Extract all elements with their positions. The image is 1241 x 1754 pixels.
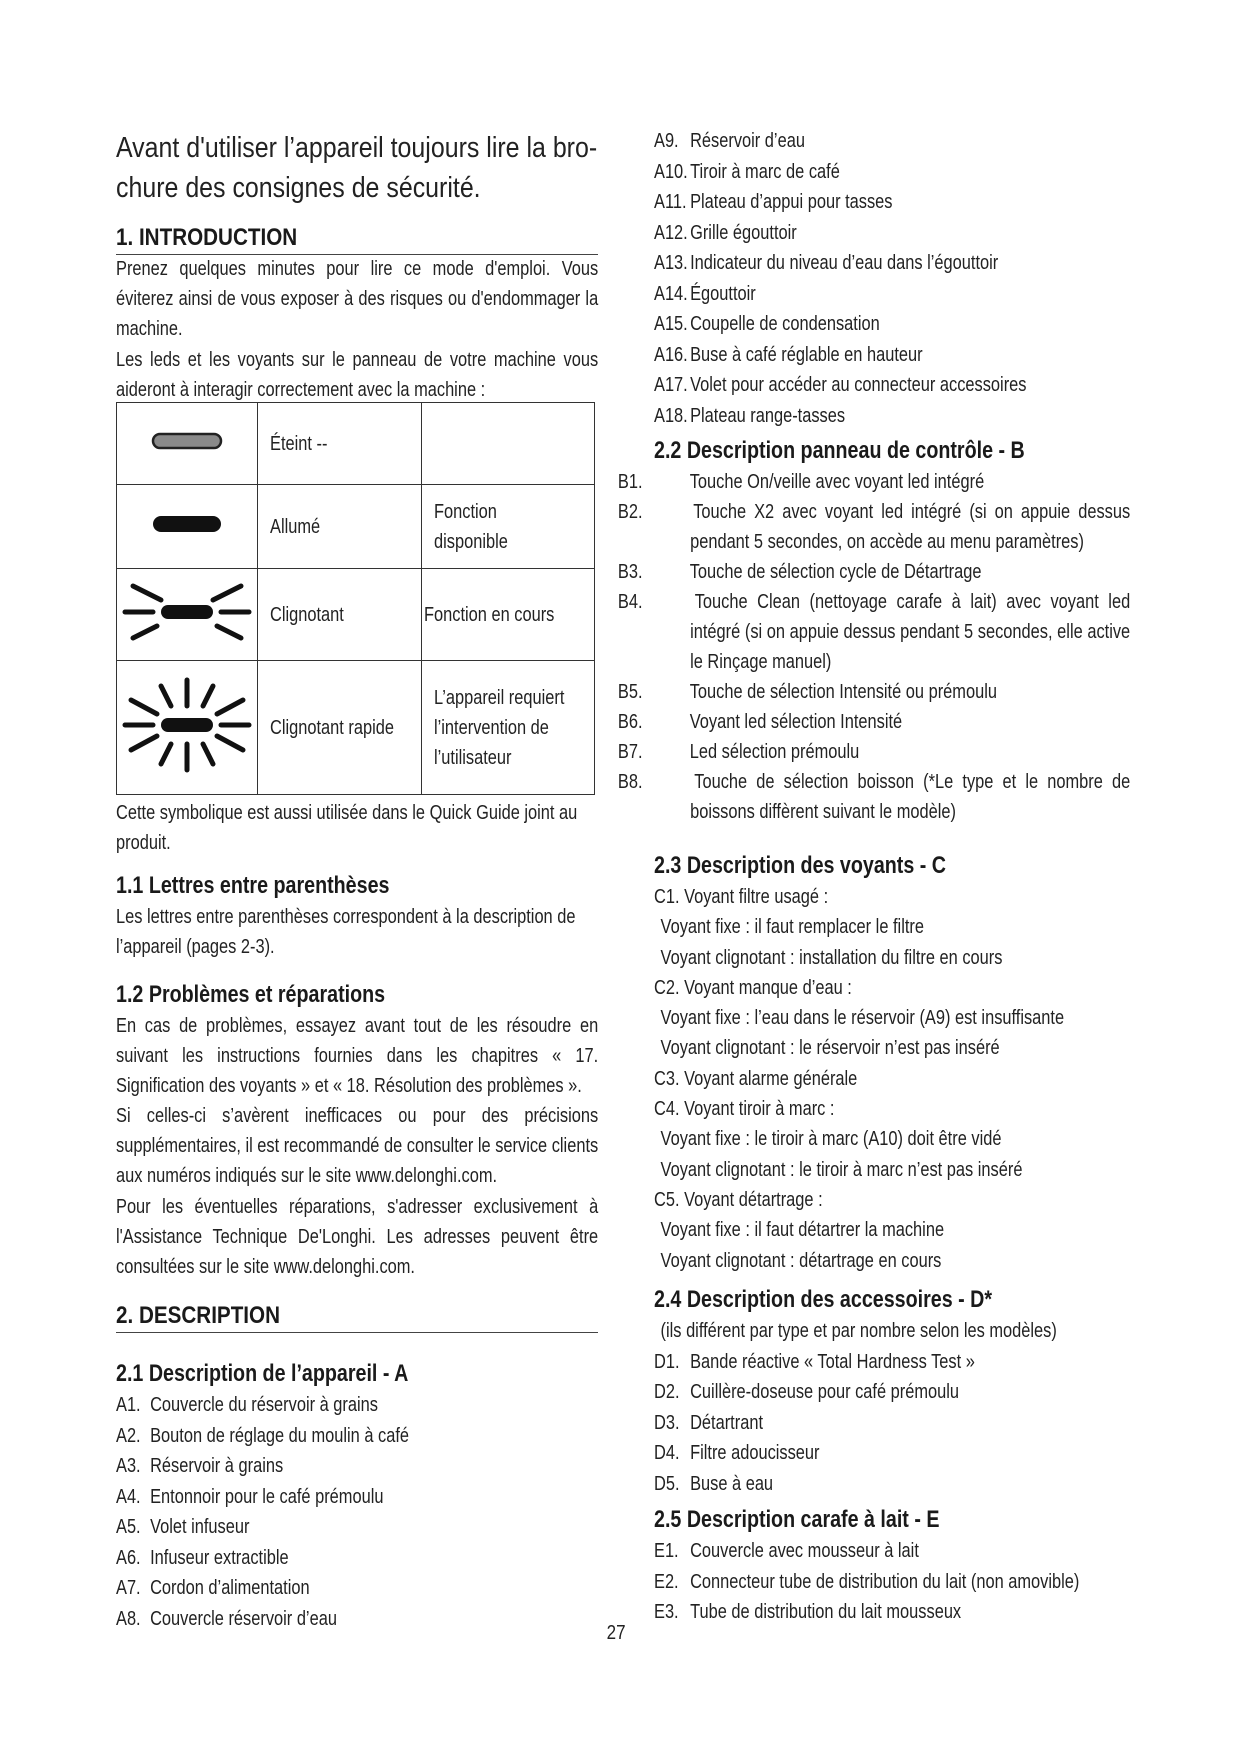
item-text: Couvercle réservoir d’eau [150,1607,337,1630]
item-code: B5. [617,681,643,703]
item-code: A18. [654,404,688,427]
section-1-paragraph-1: Prenez quelques minutes pour lire ce mode d'emploi. Vous éviterez ainsi de vous exposer à des risques ou d'endommager la machine. [116,258,599,340]
item-text: Volet infuseur [150,1516,250,1538]
section-2-heading: 2. DESCRIPTION [116,1302,598,1333]
item-text: Touche de sélection cycle de Détartrage [689,561,982,583]
item-code: A16. [654,343,688,366]
item-code: A13. [654,252,688,274]
section-1-1-heading: 1.1 Lettres entre parenthèses [116,872,390,899]
list-item [654,248,1140,279]
safety-notice-line-1: Avant d'utiliser l’appareil toujours lire la bro- [116,132,598,164]
list-item: C4. Voyant tiroir à marc : [654,1098,835,1121]
table-label: Clignotant rapide [270,716,394,739]
item-text: Touche On/veille avec voyant led intégré [689,471,985,493]
item-code: D1. [654,1350,680,1373]
item-text: Réservoir à grains [150,1455,284,1477]
item-text: Égouttoir [690,282,756,305]
item-code: A2. [116,1424,141,1447]
item-text: Réservoir d’eau [690,130,805,152]
item-text: Voyant led sélection Intensité [689,711,903,733]
item-text: Plateau d’appui pour tasses [690,191,893,213]
list-item: C5. Voyant détartrage : [654,1188,823,1211]
list-item [116,1482,598,1513]
item-text: Volet pour accéder au connecteur accessoires [690,374,1027,396]
item-code: A17. [654,374,688,396]
item-text: Entonnoir pour le café prémoulu [150,1485,384,1508]
item-text: Infuseur extractible [150,1546,289,1569]
item-code: A15. [654,313,688,335]
table-row [117,661,595,795]
list-item [654,1408,1140,1439]
item-text: Bande réactive « Total Hardness Test » [690,1350,975,1373]
item-text: Plateau range-tasses [690,404,846,427]
section-1-paragraph-2: Les leds et les voyants sur le panneau de votre machine vous aideront à interagir correctement avec la machine : [116,349,599,401]
list-item [654,1567,1140,1598]
item-text: Couvercle du réservoir à grains [150,1394,378,1416]
list-item [654,187,1140,218]
list-item: Voyant clignotant : le tiroir à marc n’est pas inséré [660,1158,1023,1181]
list-item [116,1390,598,1421]
list-item [654,126,1140,157]
list-item: C3. Voyant alarme générale [654,1067,858,1090]
section-2-2-heading: 2.2 Description panneau de contrôle - B [654,437,1025,464]
item-text: Coupelle de condensation [690,313,880,335]
item-text: Indicateur du niveau d’eau dans l’égouttoir [690,252,999,274]
section-1-heading: 1. INTRODUCTION [116,224,598,255]
list-item [654,1377,1140,1408]
list-item [116,1604,598,1635]
section-2-4-heading: 2.4 Description des accessoires - D* [654,1286,993,1313]
item-code: A1. [116,1394,141,1416]
item-text: Led sélection prémoulu [689,741,860,763]
section-2-1-heading: 2.1 Description de l’appareil - A [116,1360,409,1387]
accessories-note: (ils différent par type et par nombre selon les modèles) [660,1320,1057,1342]
list-item: Voyant clignotant : le réservoir n’est pas inséré [660,1037,1000,1060]
item-code: A14. [654,282,688,305]
item-code: B3. [617,561,643,583]
led-on-icon [117,485,258,569]
table-value: Fonction en cours [424,603,555,626]
accessories-list [654,1316,1140,1499]
item-code: B6. [617,711,643,733]
item-code: A11. [654,191,687,213]
item-text: Connecteur tube de distribution du lait (non amovible) [690,1570,1080,1593]
item-code: A5. [116,1516,141,1538]
item-code: B1. [617,471,643,493]
list-item [116,1451,598,1482]
list-item: Voyant fixe : il faut détartrer la machine [660,1219,945,1242]
item-code: B4. [617,591,643,613]
control-panel-list [617,467,1131,827]
list-item [654,279,1140,310]
item-code: A12. [654,221,688,244]
item-code: A10. [654,160,688,183]
item-code: D3. [654,1411,680,1434]
item-code: A9. [654,130,679,152]
list-item [654,1438,1140,1469]
appliance-parts-list-right [654,126,1140,431]
list-item [617,497,1131,557]
item-text: Cuillère-doseuse pour café prémoulu [690,1381,960,1403]
item-code: D4. [654,1442,680,1464]
item-code: E1. [654,1540,679,1562]
list-item [654,1347,1140,1378]
table-label: Clignotant [270,603,344,626]
table-value: Fonction disponible [434,500,509,553]
item-text: Bouton de réglage du moulin à café [150,1424,410,1447]
led-off-icon [117,403,258,485]
section-1-paragraph-3: Cette symbolique est aussi utilisée dans le Quick Guide joint au produit. [116,802,578,854]
list-item [617,767,1131,827]
item-text: Grille égouttoir [690,221,797,244]
list-item: Voyant fixe : l’eau dans le réservoir (A9) est insuffisante [660,1007,1065,1030]
table-row [117,485,595,569]
safety-notice-title [116,128,598,208]
section-2-5-heading: 2.5 Description carafe à lait - E [654,1506,940,1533]
item-text: Cordon d’alimentation [150,1577,310,1599]
item-text: Tiroir à marc de café [690,160,840,183]
list-item [654,370,1140,401]
led-blinking-icon [117,569,258,661]
list-item [617,467,1130,497]
list-item [654,1536,1140,1567]
list-item [654,340,1140,371]
list-item [654,218,1140,249]
item-code: B8. [617,771,643,793]
safety-notice-line-2: chure des consignes de sécurité. [116,172,481,204]
list-item [617,587,1131,677]
list-item [617,557,1130,587]
item-text: Buse à eau [690,1472,774,1495]
list-item: C1. Voyant filtre usagé : [654,886,829,908]
item-code: D5. [654,1472,680,1495]
item-code: A3. [116,1455,141,1477]
list-item [654,401,1140,432]
list-item: C2. Voyant manque d’eau : [654,976,852,999]
table-value: L’appareil requiert l’intervention de l’utilisateur [434,686,565,769]
table-row [117,569,595,661]
list-item: Voyant clignotant : détartrage en cours [660,1249,942,1272]
item-code: B2. [617,501,643,523]
item-text: Touche X2 avec voyant led intégré (si on appuie dessus pendant 5 secondes, on accède au menu paramètres) [690,501,1131,553]
list-item [116,1421,598,1452]
list-item [617,677,1130,707]
item-code: B7. [617,741,643,763]
item-text: Couvercle avec mousseur à lait [690,1540,919,1562]
led-fast-blinking-icon [117,661,258,795]
item-text: Touche Clean (nettoyage carafe à lait) avec voyant led intégré (si on appuie dessus pendant 5 secondes, elle active le Rinçage manuel) [690,591,1131,673]
table-row [117,403,595,485]
list-item [654,1597,1140,1628]
item-text: Buse à café réglable en hauteur [690,343,923,366]
list-item [116,1543,598,1574]
item-code: A7. [116,1577,141,1599]
item-code: A4. [116,1485,141,1508]
list-item [116,1512,598,1543]
list-item [654,1469,1140,1500]
list-item [617,737,1130,767]
appliance-parts-list-left [116,1390,598,1634]
list-item [654,309,1140,340]
milk-carafe-list [654,1536,1140,1628]
item-code: E2. [654,1570,679,1593]
section-1-2-paragraph-3: Pour les éventuelles réparations, s'adresser exclusivement à l'Assistance Technique De'Longhi. Les adresses peuvent être consultées sur le site www.delonghi.com. [116,1196,599,1278]
list-item [617,707,1130,737]
list-item: Voyant fixe : le tiroir à marc (A10) doit être vidé [660,1128,1002,1151]
table-label: Éteint -- [270,432,328,455]
item-code: A6. [116,1546,141,1569]
item-code: E3. [654,1601,679,1623]
list-item: Voyant fixe : il faut remplacer le filtre [660,916,924,939]
indicator-lights-list [654,882,1140,1276]
item-code: D2. [654,1381,680,1403]
item-text: Touche de sélection boisson (*Le type et le nombre de boissons diffèrent suivant le modèle) [690,771,1131,823]
section-1-2-paragraph-2: Si celles-ci s’avèrent inefficaces ou pour des précisions supplémentaires, il est recommandé de consulter le service clients aux numéros indiqués sur le site www.delonghi.com. [116,1105,599,1187]
list-item: Voyant clignotant : installation du filtre en cours [660,946,1003,969]
item-code: A8. [116,1607,141,1630]
item-text: Touche de sélection Intensité ou prémoulu [689,681,997,703]
section-1-1-text: Les lettres entre parenthèses correspondent à la description de l’appareil (pages 2-3). [116,906,576,958]
section-1-2-heading: 1.2 Problèmes et réparations [116,981,386,1008]
item-text: Tube de distribution du lait mousseux [690,1601,962,1623]
list-item [654,157,1140,188]
led-symbol-table [116,402,595,795]
page-number: 27 [606,1622,626,1644]
item-text: Détartrant [690,1411,764,1434]
item-text: Filtre adoucisseur [690,1442,820,1464]
section-1-2-paragraph-1: En cas de problèmes, essayez avant tout de les résoudre en suivant les instructions fournies dans les chapitres « 17. Signification des voyants » et « 18. Résolution des problèmes ». [116,1015,599,1097]
list-item [116,1573,598,1604]
table-label: Allumé [270,515,321,538]
section-2-3-heading: 2.3 Description des voyants - C [654,852,947,879]
